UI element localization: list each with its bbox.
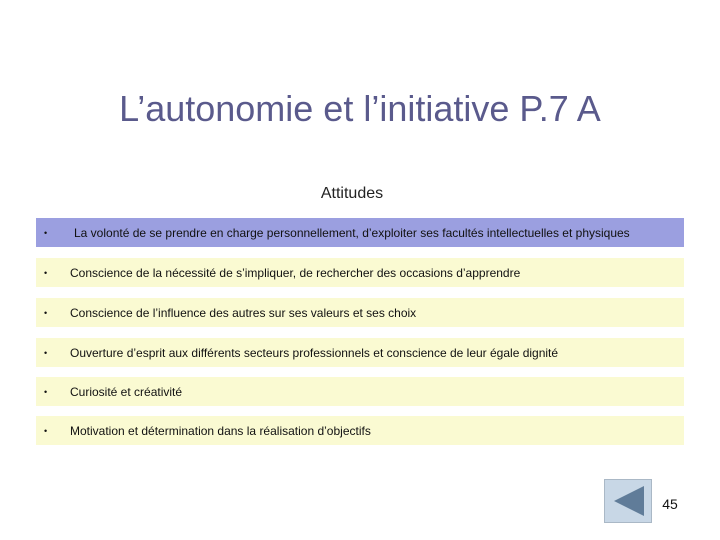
list-item <box>36 218 684 247</box>
list-item-text: La volonté de se prendre en charge personnellement, d’exploiter ses facultés intellectuelles et physiques <box>74 225 630 240</box>
previous-slide-button[interactable] <box>604 479 652 523</box>
list-item <box>36 298 684 327</box>
bullet-icon: • <box>44 347 48 358</box>
list-item <box>36 377 684 406</box>
bullet-icon: • <box>44 227 48 238</box>
list-item <box>36 416 684 445</box>
page-number: 45 <box>662 496 678 512</box>
slide-subtitle: Attitudes <box>320 185 384 202</box>
slide-title: L’autonomie et l’initiative P.7 A <box>119 88 601 129</box>
list-item-text: Conscience de la nécessité de s’impliquer, de rechercher des occasions d’apprendre <box>70 265 521 280</box>
bullet-icon: • <box>44 267 48 278</box>
bullet-icon: • <box>44 307 48 318</box>
list-item-text: Ouverture d’esprit aux différents secteurs professionnels et conscience de leur égale dignité <box>70 345 559 360</box>
list-item-text: Motivation et détermination dans la réalisation d’objectifs <box>70 423 371 438</box>
list-item-text: Curiosité et créativité <box>70 384 183 399</box>
list-item <box>36 258 684 287</box>
bullet-icon: • <box>44 386 48 397</box>
triangle-left-icon <box>610 484 646 518</box>
list-item <box>36 338 684 367</box>
bullet-icon: • <box>44 425 48 436</box>
list-item-text: Conscience de l’influence des autres sur ses valeurs et ses choix <box>70 305 417 320</box>
